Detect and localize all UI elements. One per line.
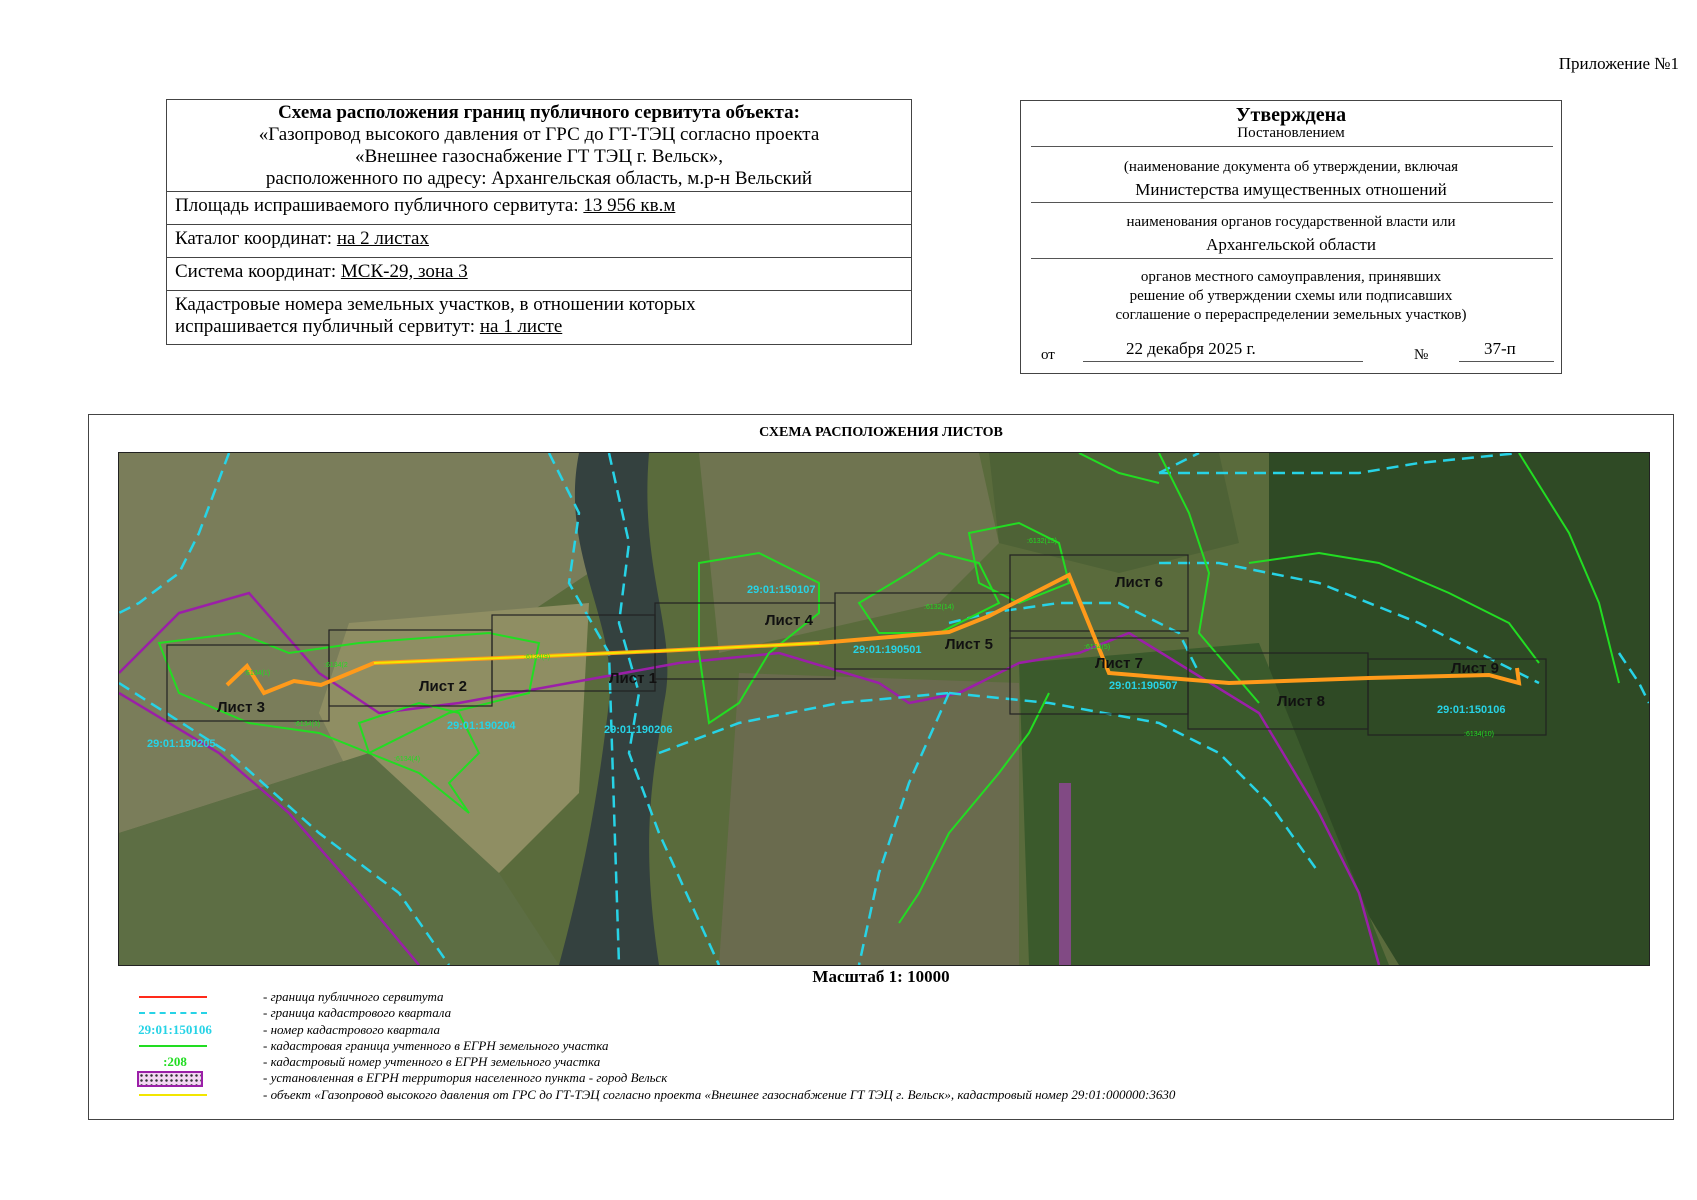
- legend: [119, 989, 1619, 1103]
- sheet-label-4: Лист 4: [765, 612, 813, 629]
- appendix-label: Приложение №1: [1558, 54, 1679, 73]
- legend-green-line-symbol: [119, 1038, 249, 1054]
- parcel-label: :6134(10): [1464, 731, 1494, 738]
- legend-text: - граница публичного сервитута: [263, 989, 444, 1004]
- legend-text: - объект «Газопровод высокого давления от ГРС до ГТ-ТЭЦ согласно проекта «Внешнее газоснабжение ГТ ТЭЦ г. Вельск», кадастровый номер 29:01:000000:3630: [263, 1086, 1176, 1102]
- number-underline: [1459, 361, 1554, 362]
- scheme-title-line-4: расположенного по адресу: Архангельская область, м.р-н Вельский: [265, 168, 813, 189]
- approval-hint-1: (наименование документа об утверждении, включая: [1123, 159, 1459, 175]
- divider: [1031, 202, 1553, 203]
- quarter-label: 29:01:150107: [747, 584, 816, 596]
- sheet-label-3: Лист 3: [217, 699, 265, 716]
- sheet-layout-map[interactable]: [118, 452, 1650, 966]
- quarter-label: 29:01:190507: [1109, 680, 1178, 692]
- sheet-label-2: Лист 2: [419, 678, 467, 695]
- sheet-label-1: Лист 1: [609, 670, 657, 687]
- settlement-strip: [1059, 783, 1071, 965]
- sheet-label-6: Лист 6: [1115, 574, 1163, 591]
- cadastral-label-2: испрашивается публичный сервитут:: [175, 316, 480, 337]
- approval-hint-2: наименования органов государственной власти или: [1126, 214, 1456, 230]
- map-frame: [88, 414, 1674, 1120]
- approval-hint-3a: органов местного самоуправления, принявших: [1140, 269, 1442, 285]
- legend-text: - кадастровый номер учтенного в ЕГРН земельного участка: [263, 1054, 601, 1070]
- legend-red-line-symbol: [119, 989, 249, 1005]
- legend-row: [119, 1087, 1619, 1103]
- approval-number: 37-п: [1484, 339, 1516, 358]
- legend-settlement-symbol: [119, 1070, 249, 1086]
- quarter-label: 29:01:150106: [1437, 704, 1506, 716]
- sheet-label-8: Лист 8: [1277, 693, 1325, 710]
- approval-title: Утверждена: [1235, 104, 1347, 126]
- cadastral-label-1: Кадастровые номера земельных участков, в отношении которых: [175, 294, 696, 315]
- legend-text: - кадастровая граница учтенного в ЕГРН земельного участка: [263, 1037, 609, 1053]
- cadastral-value: на 1 листе: [479, 316, 563, 337]
- divider: [1031, 146, 1553, 147]
- parcel-label: :6132(14): [924, 604, 954, 611]
- legend-row: [119, 1070, 1619, 1086]
- coordinate-system-value: МСК-29, зона 3: [340, 261, 468, 282]
- approval-value-1: Министерства имущественных отношений: [1135, 180, 1447, 199]
- legend-text: - номер кадастрового квартала: [263, 1021, 440, 1037]
- legend-text: - граница кадастрового квартала: [263, 1005, 452, 1021]
- scheme-title-line-2: «Газопровод высокого давления от ГРС до ГТ-ТЭЦ согласно проекта: [258, 124, 820, 145]
- legend-row: [119, 1038, 1619, 1054]
- catalog-label: Каталог координат:: [175, 228, 337, 249]
- sheet-label-5: Лист 5: [945, 636, 993, 653]
- legend-parcel-code: :208: [163, 1054, 187, 1070]
- divider: [1031, 258, 1553, 259]
- scheme-title: [167, 100, 911, 192]
- parcel-label: :6134(1): [244, 670, 271, 677]
- approval-hint-3c: соглашение о перераспределении земельных участков): [1115, 307, 1467, 323]
- parcel-label: :6134(3): [294, 721, 321, 728]
- legend-row: [119, 989, 1619, 1005]
- map-title: СХЕМА РАСПОЛОЖЕНИЯ ЛИСТОВ: [759, 425, 1003, 440]
- coordinate-system-row: [167, 258, 911, 291]
- parcel-label: :6134(9): [524, 654, 551, 661]
- quarter-label: 29:01:190204: [447, 720, 516, 732]
- quarter-label: 29:01:190501: [853, 644, 922, 656]
- sheet-label-7: Лист 7: [1095, 655, 1143, 672]
- quarter-label: 29:01:190205: [147, 738, 216, 750]
- servitude-info-table: [166, 99, 912, 345]
- legend-yellow-line-symbol: [119, 1087, 249, 1103]
- legend-text: - установленная в ЕГРН территория населенного пункта - город Вельск: [263, 1070, 668, 1086]
- number-label: №: [1414, 347, 1429, 363]
- approval-box: [1020, 100, 1562, 374]
- parcel-label: :6132(15): [1027, 538, 1057, 545]
- catalog-value: на 2 листах: [336, 228, 429, 249]
- area-row: [167, 192, 911, 225]
- area-label: Площадь испрашиваемого публичного сервитута:: [175, 195, 584, 216]
- scheme-title-line-3: «Внешнее газоснабжение ГТ ТЭЦ г. Вельск»,: [354, 146, 724, 167]
- legend-row: [119, 1022, 1619, 1038]
- parcel-label: :6134(4): [394, 756, 421, 763]
- date-from-label: от: [1041, 347, 1055, 363]
- cadastral-row: [167, 291, 911, 344]
- date-underline: [1083, 361, 1363, 362]
- scheme-title-line-1: Схема расположения границ публичного сервитута объекта:: [278, 102, 800, 123]
- approval-subtitle: Постановлением: [1237, 125, 1345, 141]
- sheet-label-9: Лист 9: [1451, 660, 1499, 677]
- parcel-label: :6134(2: [324, 662, 348, 669]
- settlement-area-south: [719, 673, 1019, 965]
- map-canvas: [119, 453, 1649, 965]
- area-value: 13 956 кв.м: [583, 195, 676, 216]
- approval-date: 22 декабря 2025 г.: [1126, 339, 1256, 358]
- catalog-row: [167, 225, 911, 258]
- approval-hint-3b: решение об утверждении схемы или подписавших: [1129, 288, 1453, 304]
- coordinate-system-label: Система координат:: [175, 261, 341, 282]
- legend-quarter-code: 29:01:150106: [138, 1021, 212, 1037]
- quarter-label: 29:01:190206: [604, 724, 673, 736]
- legend-cyan-dashed-symbol: [119, 1005, 249, 1021]
- parcel-label: :6134(5): [1084, 644, 1111, 651]
- approval-value-2: Архангельской области: [1206, 235, 1376, 254]
- legend-row: [119, 1005, 1619, 1021]
- map-scale: Масштаб 1: 10000: [812, 967, 950, 986]
- legend-row: [119, 1054, 1619, 1070]
- approval-date-number: [1021, 339, 1561, 369]
